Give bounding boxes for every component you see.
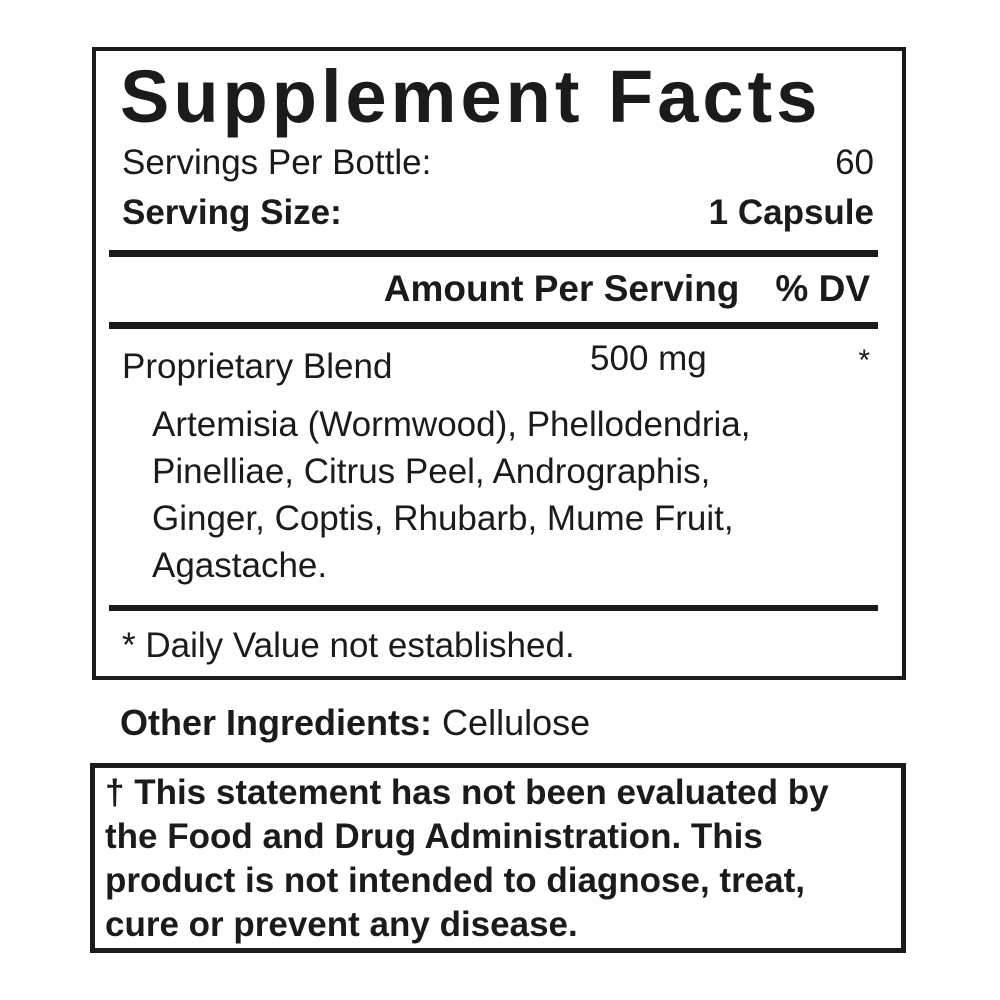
disclaimer-line: product is not intended to diagnose, treat, (105, 861, 806, 900)
other-ingredients-row (120, 701, 590, 745)
serving-size-value: 1 Capsule (708, 193, 874, 232)
serving-size-row (122, 189, 874, 237)
disclaimer-line: cure or prevent any disease. (105, 905, 578, 944)
disclaimer-line: the Food and Drug Administration. This (105, 817, 763, 856)
disclaimer-line: † This statement has not been evaluated by (105, 773, 829, 812)
fda-disclaimer-box (90, 763, 906, 953)
amount-per-serving-header (122, 265, 870, 313)
servings-per-bottle-label: Servings Per Bottle: (122, 143, 432, 182)
servings-per-bottle-value: 60 (835, 143, 874, 182)
ingredients-line: Agastache. (152, 546, 328, 585)
blend-amount: 500 mg (590, 339, 707, 378)
serving-size-label: Serving Size: (122, 193, 342, 232)
other-ingredients-label: Other Ingredients: (120, 702, 433, 743)
blend-ingredients-list (152, 401, 882, 589)
ingredients-line: Artemisia (Wormwood), Phellodendria, (152, 405, 751, 444)
blend-dv-asterisk: * (858, 344, 870, 377)
proprietary-blend-row (122, 339, 874, 391)
blend-name: Proprietary Blend (122, 347, 393, 386)
divider-thick-top (109, 250, 878, 257)
divider-thick-middle (109, 322, 878, 329)
daily-value-footnote: * Daily Value not established. (122, 626, 575, 665)
percent-dv-label: % DV (775, 268, 870, 309)
divider-thick-bottom (109, 605, 878, 611)
other-ingredients-value: Cellulose (442, 702, 591, 743)
ingredients-line: Ginger, Coptis, Rhubarb, Mume Fruit, (152, 499, 734, 538)
panel-title: Supplement Facts (120, 55, 822, 138)
ingredients-line: Pinelliae, Citrus Peel, Andrographis, (152, 452, 711, 491)
amount-per-serving-label: Amount Per Serving (383, 268, 740, 309)
supplement-facts-panel (92, 47, 906, 680)
servings-per-bottle-row (122, 139, 874, 187)
